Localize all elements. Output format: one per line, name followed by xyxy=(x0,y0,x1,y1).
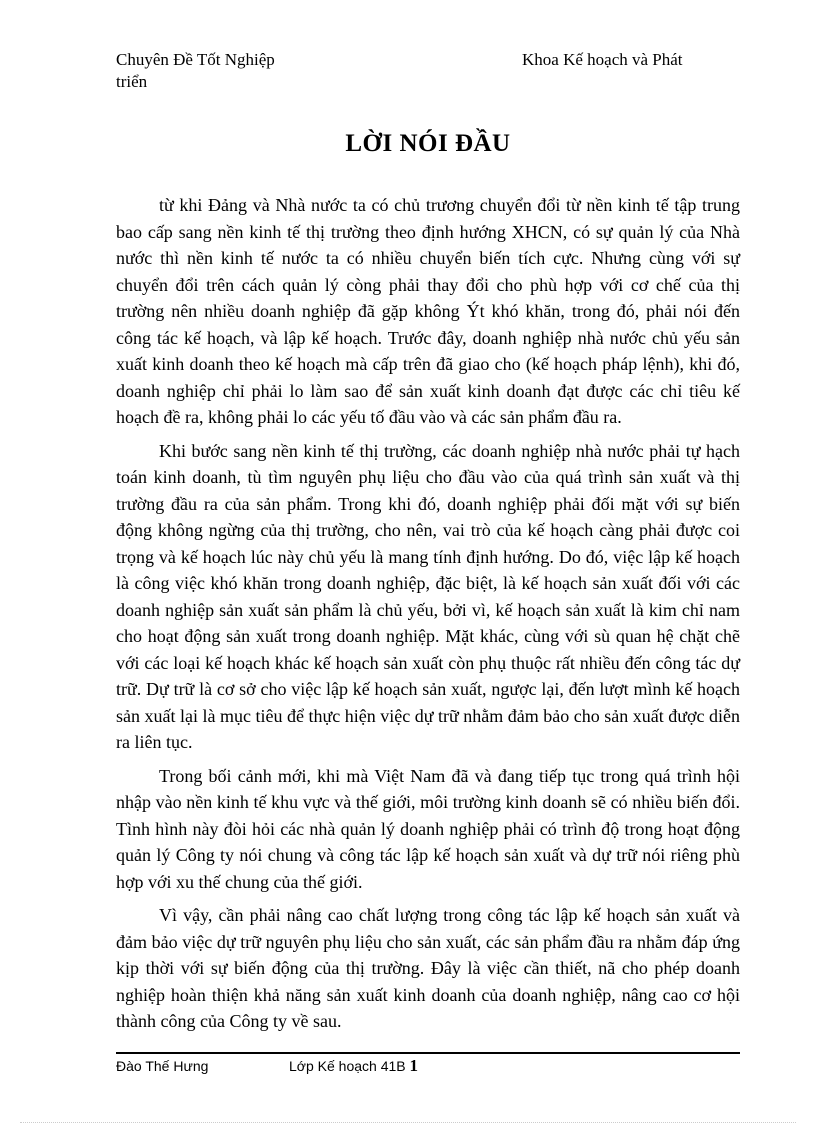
header-left-title: Chuyên Đề Tốt Nghiệp xyxy=(116,50,275,69)
paragraph: từ khi Đảng và Nhà nước ta có chủ trương chuyển đổi từ nền kinh tế tập trung bao cấp sang nền kinh tế thị trường theo định hướng XHCN, có sự quản lý của Nhà nước thì nền kinh tế nước ta có nhiều chuyển biến tích cực. Nhưng cùng với sự chuyển đổi trên cách quản lý còng phải thay đổi cho phù hợp với cơ chế của thị trường nên nhiều doanh nghiệp đã gặp không Ýt khó khăn, trong đó, phải nói đến công tác kế hoạch, và lập kế hoạch. Trước đây, doanh nghiệp nhà nước chủ yếu sản xuất kinh doanh theo kế hoạch mà cấp trên đã giao cho (kế hoạch pháp lệnh), khi đó, doanh nghiệp chỉ phải lo làm sao để sản xuất kinh doanh đạt được các chỉ tiêu kế hoạch đề ra, không phải lo các yếu tố đầu vào và các sản phẩm đầu ra. xyxy=(116,195,740,427)
footer-author: Đào Thế Hưng xyxy=(116,1058,209,1074)
document-title: LỜI NÓI ĐẦU xyxy=(345,130,511,157)
header-right-title: Khoa Kế hoạch và Phát xyxy=(522,50,683,69)
paragraph: Trong bối cảnh mới, khi mà Việt Nam đã và đang tiếp tục trong quá trình hội nhập vào nền kinh tế khu vực và thế giới, môi trường kinh doanh sẽ có nhiều biến đổi. Tình hình này đòi hỏi các nhà quản lý doanh nghiệp phải có trình độ trong hoạt động quản lý Công ty nói chung và công tác lập kế hoạch sản xuất và dự trữ nói riêng phù hợp với xu thế chung của thế giới. xyxy=(116,765,740,892)
paragraph: Khi bước sang nền kinh tế thị trường, các doanh nghiệp nhà nước phải tự hạch toán kinh doanh, tù tìm nguyên phụ liệu cho đầu vào của quá trình sản xuất và thị trường đầu ra của sản phẩm. Trong khi đó, doanh nghiệp phải đối mặt với sự biến động không ngừng của thị trường, cho nên, vai trò của kế hoạch càng phải được coi trọng và kế hoạch lúc này chủ yếu là mang tính định hướng. Do đó, việc lập kế hoạch là công việc khó khăn trong doanh nghiệp, đặc biệt, là kế hoạch sản xuất đối với các doanh nghiệp sản xuất sản phẩm là chủ yếu, bởi vì, kế hoạch sản xuất là kim chỉ nam cho hoạt động sản xuất trong doanh nghiệp. Mặt khác, cùng với sù quan hệ chặt chẽ với các loại kế hoạch khác kế hoạch sản xuất còn phụ thuộc rất nhiều đến công tác dự trữ. Dự trữ là cơ sở cho việc lập kế hoạch sản xuất, ngược lại, đến lượt mình kế hoạch sản xuất lại là mục tiêu để thực hiện việc dự trữ nhằm đảm bảo cho sản xuất được diễn ra liên tục. xyxy=(116,440,740,752)
footer-class-label xyxy=(289,1057,418,1075)
footer-divider xyxy=(116,1052,740,1054)
footer-class-text: Lớp Kế hoạch 41B xyxy=(289,1058,406,1074)
page-header xyxy=(116,49,716,93)
page-number: 1 xyxy=(409,1056,418,1075)
page-footer xyxy=(116,1057,740,1075)
paragraph: Vì vậy, cần phải nâng cao chất lượng trong công tác lập kế hoạch sản xuất và đảm bảo việc dự trữ nguyên phụ liệu cho sản xuất, các sản phẩm đầu ra nhằm đáp ứng kịp thời với sự biến động của thị trường. Đây là việc cần thiết, nã cho phép doanh nghiệp hoàn thiện khả năng sản xuất kinh doanh của doanh nghiệp, nâng cao cơ hội thành công của Công ty về sau. xyxy=(116,905,740,1031)
header-left-wrap: triển xyxy=(116,72,148,91)
document-body xyxy=(116,192,740,1042)
